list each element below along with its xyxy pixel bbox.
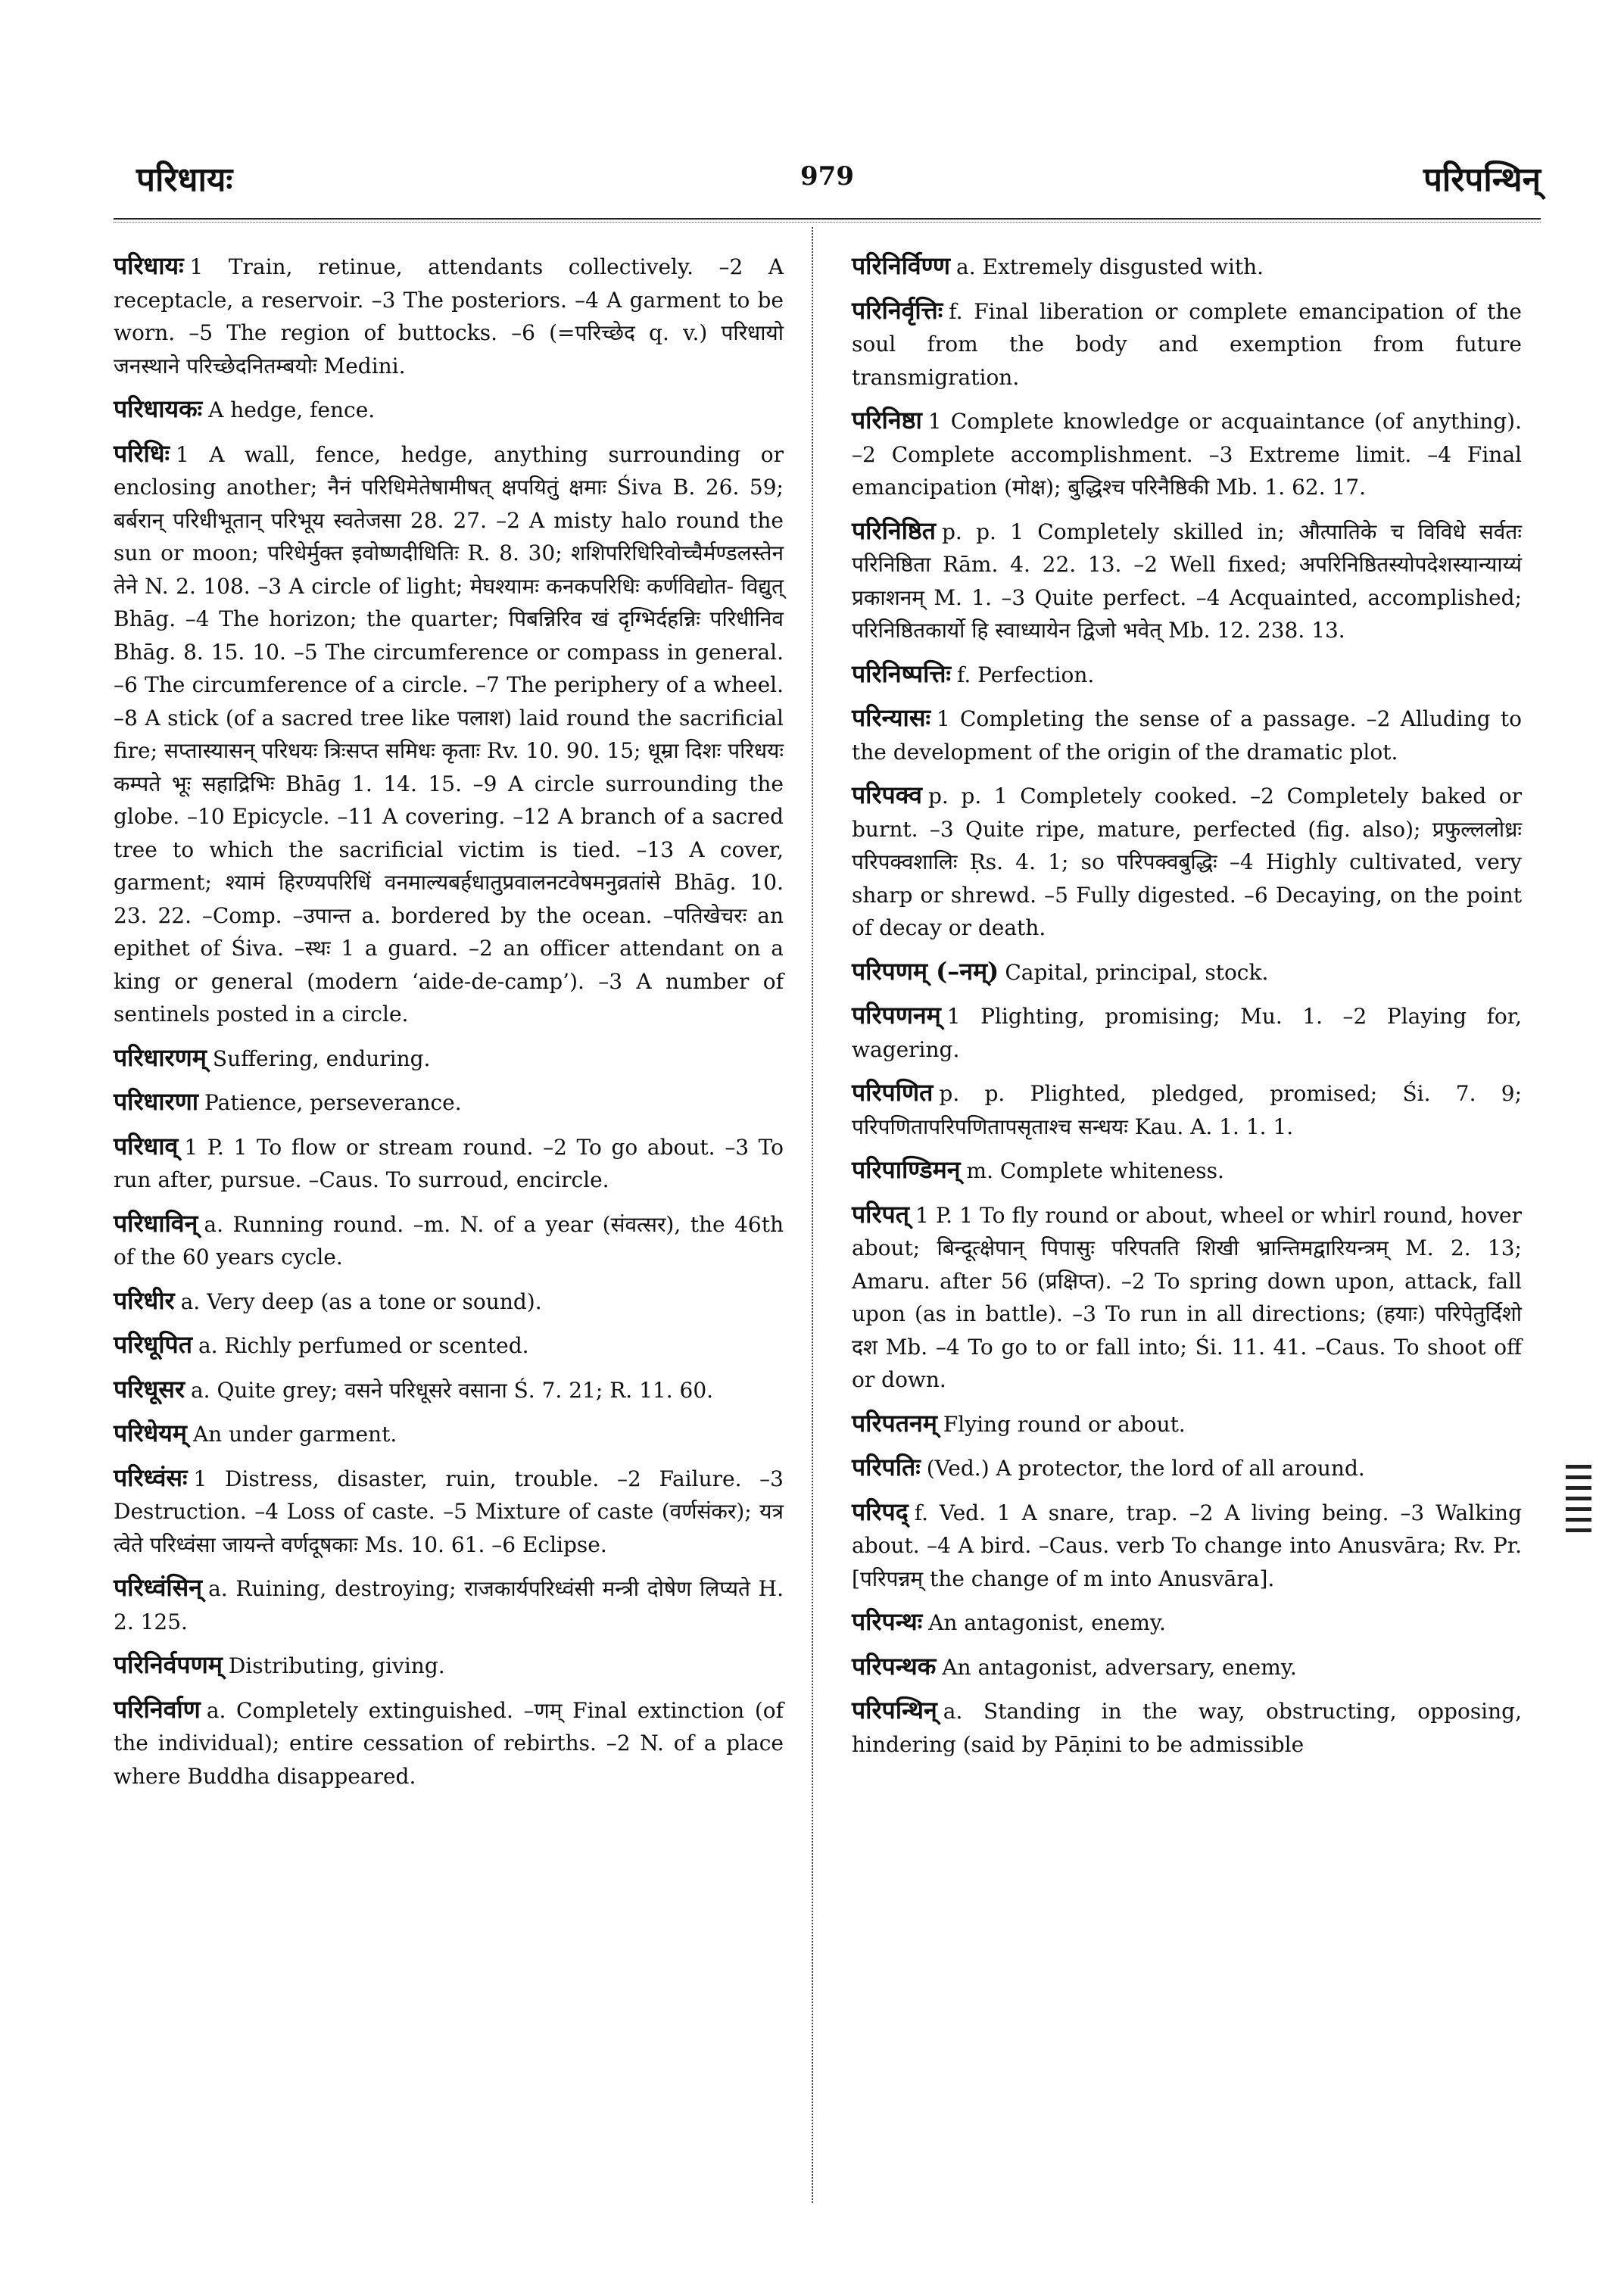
dictionary-entry — [852, 779, 1522, 945]
headword: परिधाविन् — [114, 1208, 198, 1238]
column-divider — [812, 227, 813, 2203]
definition: An antagonist, enemy. — [928, 1610, 1166, 1635]
headword: परिपाण्डिमन् — [852, 1155, 961, 1184]
dictionary-entry — [114, 1373, 784, 1407]
dictionary-entry — [852, 1650, 1522, 1684]
dictionary-entry — [114, 393, 784, 427]
headword: परिधूसर — [114, 1374, 185, 1404]
dictionary-entry — [852, 250, 1522, 284]
definition: 1 A wall, fence, hedge, anything surrounding or enclosing another; नैनं परिधिमेतेषामीषत् क्षपयितुं क्षमाः Śiva B. 26. 59; बर्बरान् परिधीभूतान् परिभूय स्वतेजसा 28. 27. –2 A misty halo round the sun or moon; परिधेर्मुक्त इवोष्णदीधितिः R. 8. 30; शशिपरिधिरिवोच्चैर्मण्डलस्तेन तेने N. 2. 108. –3 A circle of light; मेघश्यामः कनकपरिधिः कर्णविद्योत- विद्युत् Bhāg. –4 The horizon; the quarter; पिबन्निरिव खं दृग्भिर्दहन्निः परिधीनिव Bhāg. 8. 15. 10. –5 The circumference or compass in general. –6 The circumference of a circle. –7 The periphery of a wheel. –8 A stick (of a sacred tree like पलाश) laid round the sacrificial fire; सप्तास्यासन् परिधयः त्रिःसप्त समिधः कृताः Rv. 10. 90. 15; धूम्रा दिशः परिधयः कम्पते भूः सहाद्रिभिः Bhāg 1. 14. 15. –9 A circle surrounding the globe. –10 Epicycle. –11 A covering. –12 A branch of a sacred tree to which the sacrificial victim is tied. –13 A cover, garment; श्यामं हिरण्यपरिधिं वनमाल्यबर्हधातुप्रवालनटवेषमनुव्रतांसे Bhāg. 10. 23. 22. –Comp. –उपान्त a. bordered by the ocean. –पतिखेचरः an epithet of Śiva. –स्थः 1 a guard. –2 an officer attendant on a king or general (modern ‘aide-de-camp’). –3 A number of sentinels posted in a circle. — [114, 441, 784, 1027]
definition: An under garment. — [192, 1422, 397, 1447]
headword: परिनिष्ठित — [852, 516, 936, 545]
margin-thumb-index-mark — [1566, 1465, 1591, 1548]
headword: परिपतनम् — [852, 1408, 937, 1438]
page-header — [114, 155, 1541, 208]
definition: a. Running round. –m. N. of a year (संवत्सर), the 46th of the 60 years cycle. — [114, 1211, 784, 1270]
definition: m. Complete whiteness. — [966, 1158, 1224, 1183]
dictionary-entry — [114, 1649, 784, 1683]
definition: a. Very deep (as a tone or sound). — [180, 1288, 542, 1314]
headword: परिधाव् — [114, 1131, 179, 1161]
definition: Flying round or about. — [943, 1411, 1186, 1437]
headword: परिपणनम् — [852, 1001, 941, 1030]
dictionary-entry — [852, 294, 1522, 394]
dictionary-entry — [852, 955, 1522, 989]
dictionary-entry — [114, 1285, 784, 1319]
definition: 1 Train, retinue, attendants collectively. –2 A receptacle, a reservoir. –3 The posteriors. –4 A garment to be worn. –5 The region of buttocks. –6 (=परिच्छेद q. v.) परिधायो जनस्थाने परिच्छेदनितम्बयोः Medini. — [114, 254, 784, 379]
headword: परिनिष्पत्तिः — [852, 659, 951, 688]
headword: परिधीर — [114, 1285, 175, 1315]
dictionary-entry — [852, 702, 1522, 768]
headword: परिपन्थिन् — [852, 1696, 937, 1724]
dictionary-entry — [114, 1130, 784, 1197]
header-rule — [114, 218, 1541, 223]
definition: f. Perfection. — [956, 662, 1095, 687]
dictionary-entry — [852, 404, 1522, 504]
header-right-guide-word: परिपन्थिन् — [1423, 160, 1541, 199]
dictionary-entry — [114, 1417, 784, 1451]
dictionary-entry — [114, 1042, 784, 1076]
headword: परिनिर्वाण — [114, 1694, 201, 1724]
headword: परिन्यासः — [852, 703, 930, 732]
definition: 1 Complete knowledge or acquaintance (of anything). –2 Complete accomplishment. –3 Extreme limit. –4 Final emancipation (मोक्ष); बुद्धिश्च परिनैष्ठिकी Mb. 1. 62. 17. — [852, 409, 1522, 500]
headword: परिपतिः — [852, 1453, 921, 1481]
headword: परिधायकः — [114, 394, 203, 423]
headword: परिपन्थः — [852, 1607, 923, 1636]
headword: परिधारणम् — [114, 1042, 207, 1072]
dictionary-entry — [114, 1086, 784, 1120]
definition: Patience, perseverance. — [204, 1090, 462, 1115]
dictionary-entry — [114, 1572, 784, 1638]
headword: परिपद् — [852, 1497, 909, 1526]
headword: परिपक्व — [852, 780, 922, 809]
dictionary-entry — [852, 1451, 1522, 1485]
dictionary-entry — [114, 1329, 784, 1363]
headword: परिनिर्वृत्तिः — [852, 295, 943, 325]
definition: p. p. 1 Completely skilled in; औत्पातिके च विविधे सर्वतः परिनिष्ठिता Rām. 4. 22. 13. –2 Well fixed; अपरिनिष्ठितस्योपदेशस्यान्याय्यं प्रकाशनम् M. 1. –3 Quite perfect. –4 Acquainted, accomplished; परिनिष्ठितकार्यो हि स्वाध्यायेन द्विजो भवेत् Mb. 12. 238. 13. — [852, 519, 1522, 643]
dictionary-entry — [114, 1693, 784, 1793]
headword: परिध्वंसिन् — [114, 1573, 203, 1602]
dictionary-entry — [852, 658, 1522, 692]
definition: (Ved.) A protector, the lord of all around. — [926, 1456, 1365, 1481]
definition: 1 Completing the sense of a passage. –2 Alluding to the development of the origin of the dramatic plot. — [852, 706, 1522, 765]
headword: परिधारणा — [114, 1087, 199, 1116]
dictionary-entry — [114, 438, 784, 1031]
definition: 1 Distress, disaster, ruin, trouble. –2 Failure. –3 Destruction. –4 Loss of caste. –5 Mixture of caste (वर्णसंकर); यत्र त्वेते परिध्वंसा जायन्ते वर्णदूषकाः Ms. 10. 61. –6 Eclipse. — [114, 1466, 784, 1557]
definition: Distributing, giving. — [228, 1653, 445, 1678]
dictionary-entry — [114, 1207, 784, 1274]
page-number: 979 — [800, 161, 854, 192]
dictionary-entry — [852, 1694, 1522, 1761]
dictionary-entry — [852, 1496, 1522, 1596]
dictionary-entry — [852, 999, 1522, 1066]
definition: a. Richly perfumed or scented. — [198, 1333, 529, 1358]
dictionary-entry — [852, 1154, 1522, 1188]
right-column — [852, 250, 1522, 1771]
definition: f. Final liberation or complete emancipation of the soul from the body and exemption from future transmigration. — [852, 298, 1522, 390]
headword: परिनिष्ठा — [852, 406, 922, 435]
headword: परिधूपित — [114, 1330, 192, 1359]
headword: परिनिर्वपणम् — [114, 1650, 223, 1679]
header-left-guide-word: परिधायः — [136, 160, 233, 199]
headword: परिनिर्विण्ण — [852, 251, 951, 280]
definition: a. Extremely disgusted with. — [956, 254, 1264, 279]
definition: a. Quite grey; वसने परिधूसरे वसाना Ś. 7. 21; R. 11. 60. — [190, 1377, 714, 1403]
definition: 1 P. 1 To fly round or about, wheel or whirl round, hover about; बिन्दूत्क्षेपान् पिपासुः परिपतति शिखी भ्रान्तिमद्वारियन्त्रम् M. 2. 13; Amaru. after 56 (प्रक्षिप्त). –2 To spring down upon, attack, fall upon (as in battle). –3 To run in all directions; (हयाः) परिपेतुर्दिशो दश Mb. –4 To go to or fall into; Śi. 11. 41. –Caus. To shoot off or down. — [852, 1202, 1522, 1392]
headword: परिपणम् (–नम्) — [852, 956, 999, 986]
definition: Capital, principal, stock. — [1005, 959, 1269, 985]
headword: परिधिः — [114, 438, 170, 468]
dictionary-entry — [114, 1462, 784, 1562]
definition: a. Ruining, destroying; राजकार्यपरिध्वंसी मन्त्री दोषेण लिप्यते H. 2. 125. — [114, 1576, 784, 1634]
definition: A hedge, fence. — [208, 397, 376, 422]
headword: परिधायः — [114, 251, 184, 280]
definition: a. Standing in the way, obstructing, opposing, hindering (said by Pāṇini to be admissible — [852, 1699, 1522, 1757]
left-column — [114, 250, 784, 1803]
definition: 1 Plighting, promising; Mu. 1. –2 Playing for, wagering. — [852, 1004, 1522, 1062]
definition: 1 P. 1 To flow or stream round. –2 To go about. –3 To run after, pursue. –Caus. To surroud, encircle. — [114, 1134, 784, 1192]
dictionary-entry — [852, 1198, 1522, 1397]
headword: परिपन्थक — [852, 1651, 937, 1681]
definition: p. p. Plighted, pledged, promised; Śi. 7. 9; परिपणितापरिपणितापसृताश्च सन्धयः Kau. A. 1. 1. 1. — [852, 1081, 1522, 1139]
headword: परिध्वंसः — [114, 1463, 188, 1492]
dictionary-entry — [852, 1076, 1522, 1143]
dictionary-entry — [852, 1606, 1522, 1640]
headword: परिपणित — [852, 1078, 934, 1107]
dictionary-entry — [852, 1407, 1522, 1441]
dictionary-entry — [114, 250, 784, 382]
definition: An antagonist, adversary, enemy. — [942, 1654, 1297, 1680]
dictionary-entry — [852, 515, 1522, 647]
definition: p. p. 1 Completely cooked. –2 Completely baked or burnt. –3 Quite ripe, mature, perfected (fig. also); प्रफुल्ललोध्रः परिपक्वशालिः Ṛs. 4. 1; so परिपक्वबुद्धिः –4 Highly cultivated, very sharp or shrewd. –5 Fully digested. –6 Decaying, on the point of decay or death. — [852, 784, 1522, 940]
definition: Suffering, enduring. — [212, 1045, 431, 1071]
headword: परिधेयम् — [114, 1419, 187, 1447]
definition: f. Ved. 1 A snare, trap. –2 A living being. –3 Walking about. –4 A bird. –Caus. verb To change into Anusvāra; Rv. Pr. [परिपन्नम् the change of m into Anusvāra]. — [852, 1500, 1522, 1591]
definition: a. Completely extinguished. –णम् Final extinction (of the individual); entire cessation of rebirths. –2 N. of a place where Buddha disappeared. — [114, 1697, 784, 1789]
headword: परिपत् — [852, 1199, 909, 1229]
